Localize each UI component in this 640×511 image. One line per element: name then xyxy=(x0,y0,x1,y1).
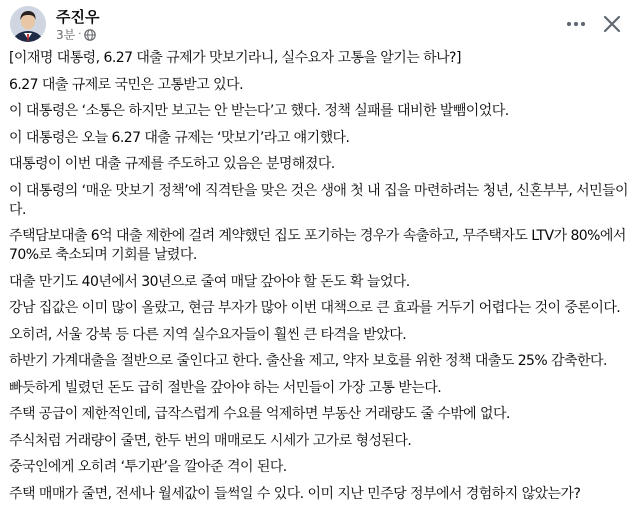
post-paragraph: 하반기 가계대출을 절반으로 줄인다고 한다. 출산율 제고, 약자 보호를 위한 정책 대출도 25% 감축한다. xyxy=(9,353,607,369)
post-paragraph: 오히려, 서울 강북 등 다른 지역 실수요자들이 훨씬 큰 타격을 받았다. xyxy=(9,326,407,343)
post-paragraph: 대출 만기도 40년에서 30년으로 줄여 매달 갚아야 할 돈도 확 늘었다. xyxy=(9,273,410,290)
post-timestamp[interactable]: 3분 xyxy=(56,28,76,42)
close-button[interactable] xyxy=(597,9,627,39)
more-options-button[interactable] xyxy=(562,10,590,38)
post-paragraph: 이 대통령은 ‘소통은 하지만 보고는 안 받는다’고 했다. 정책 실패를 대비한 발뺌이었다. xyxy=(9,103,509,119)
post-header xyxy=(0,0,640,48)
post-paragraph: 강남 집값은 이미 많이 올랐고, 현금 부자가 많아 이번 대책으로 큰 효과를 거두기 어렵다는 것이 중론이다. xyxy=(9,300,621,316)
post-paragraph: 대통령이 이번 대출 규제를 주도하고 있음은 분명해졌다. xyxy=(9,156,335,172)
globe-icon xyxy=(84,29,96,41)
post-paragraph: 이 대통령의 ‘매운 맛보기 정책’에 직격탄을 맞은 것은 생애 첫 내 집을 마련하려는 청년, 신혼부부, 서민들이다. xyxy=(9,182,629,218)
post-paragraph: 6.27 대출 규제로 국민은 고통받고 있다. xyxy=(9,76,244,93)
post-title: [이재명 대통령, 6.27 대출 규제가 맛보기라니, 실수요자 고통을 알기는 하나?] xyxy=(9,50,461,66)
more-horizontal-icon xyxy=(566,21,586,27)
post-paragraph: 주택 매매가 줄면, 전세나 월세값이 들썩일 수 있다. 이미 지난 민주당 정부에서 경험하지 않았는가? xyxy=(9,485,581,502)
post-paragraph: 주식처럼 거래량이 줄면, 한두 번의 매매로도 시세가 고가로 형성된다. xyxy=(9,432,412,449)
post-paragraph: 중국인에게 오히려 ‘투기판’을 깔아준 격이 된다. xyxy=(9,459,287,475)
author-name[interactable]: 주진우 xyxy=(56,8,100,26)
post-meta xyxy=(56,27,96,43)
post-paragraph: 이 대통령은 오늘 6.27 대출 규제는 ‘맛보기’라고 얘기했다. xyxy=(9,129,350,146)
post-paragraph: 주택 공급이 제한적인데, 급작스럽게 수요를 억제하면 부동산 거래량도 줄 수밖에 없다. xyxy=(9,406,510,422)
post-paragraph: 빠듯하게 빌렸던 돈도 급히 절반을 갚아야 하는 서민들이 가장 고통 받는다. xyxy=(9,379,442,396)
avatar-image xyxy=(10,6,46,42)
post-body xyxy=(9,49,631,511)
avatar[interactable] xyxy=(10,6,46,42)
close-icon xyxy=(603,15,621,33)
post-paragraph: 주택담보대출 6억 대출 제한에 걸려 계약했던 집도 포기하는 경우가 속출하고, 무주택자도 LTV가 80%에서 70%로 축소되며 기회를 날렸다. xyxy=(9,228,626,263)
meta-separator: · xyxy=(78,29,82,40)
